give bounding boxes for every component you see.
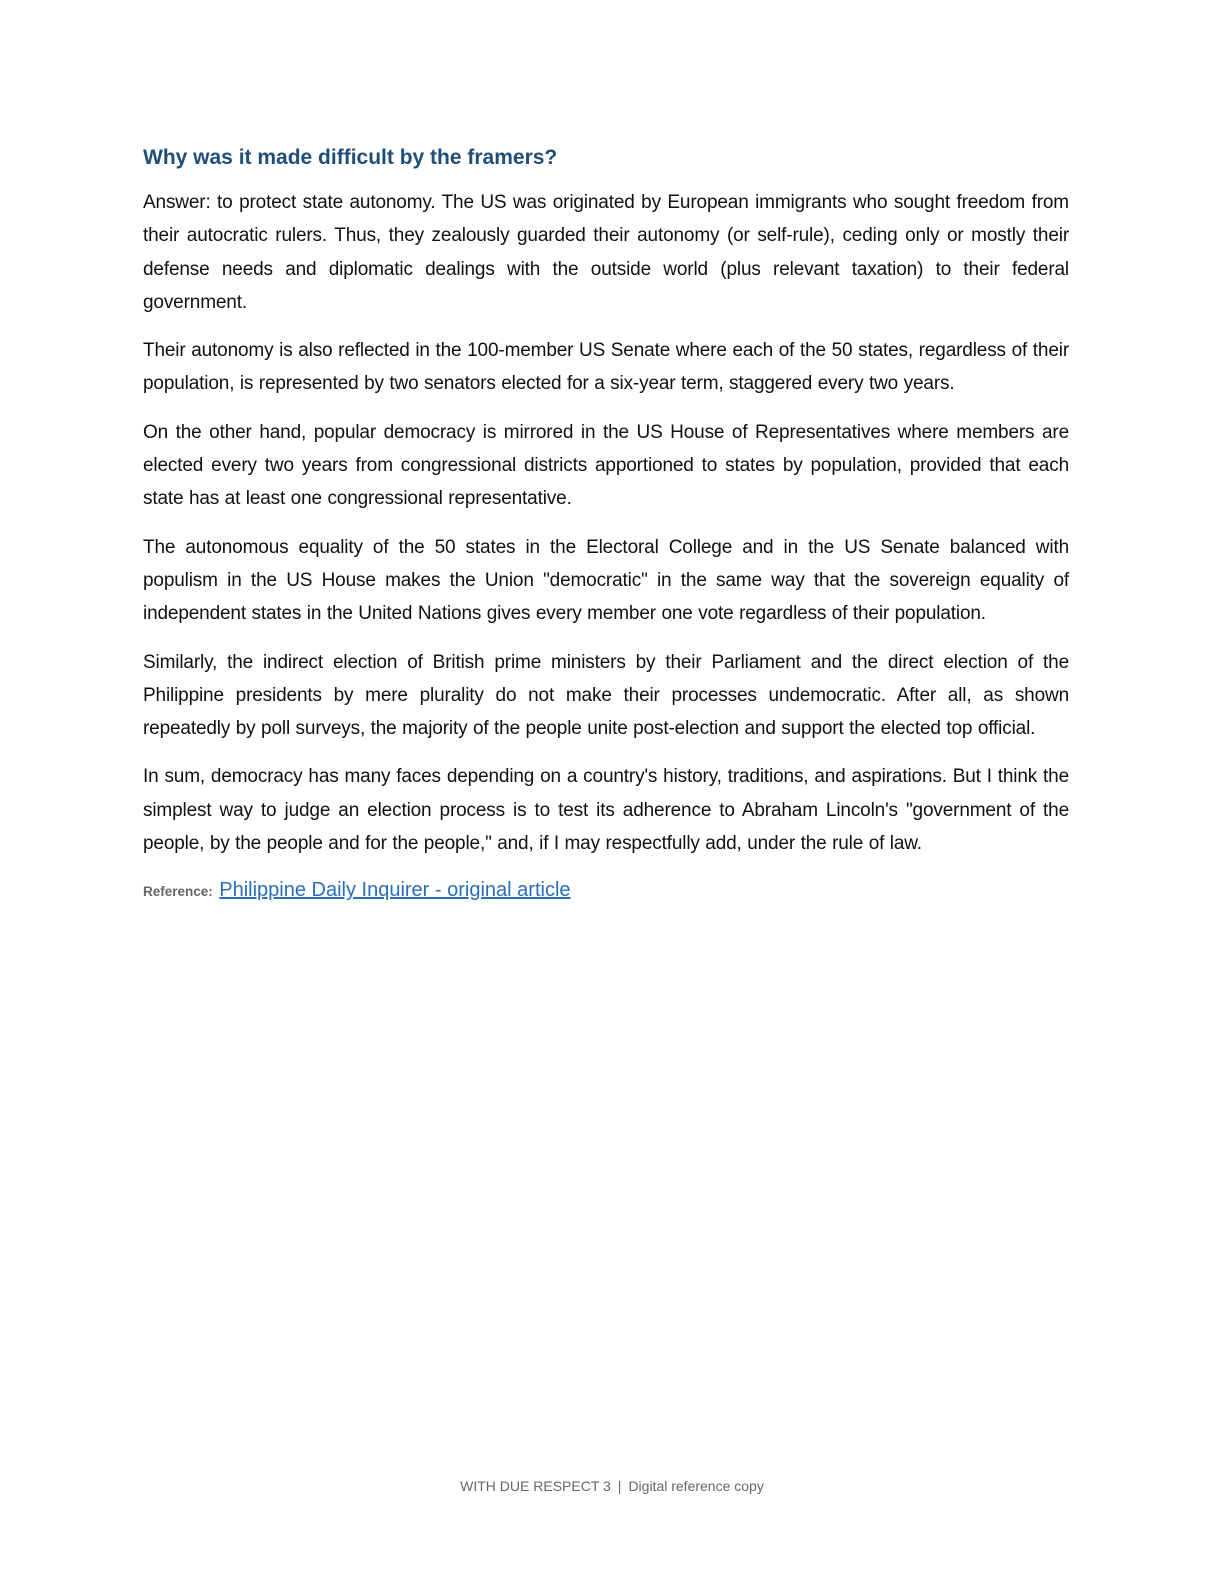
paragraph-3: On the other hand, popular democracy is mirrored in the US House of Representatives where members are elected every two years from congressional districts apportioned to states by population, provided that each state has at least one congressional representative. (143, 421, 1069, 510)
paragraph-6: In sum, democracy has many faces depending on a country's history, traditions, and aspirations. But I think the simplest way to judge an election process is to test its adherence to Abraham Lincoln's "government of the people, by the people and for the people," and, if I may respectfully add, under the rule of law. (143, 766, 1069, 855)
footer-note: Digital reference copy (628, 1478, 764, 1494)
page-content (143, 140, 1069, 907)
footer-separator: | (617, 1478, 622, 1494)
reference-line (143, 875, 1069, 907)
page-footer (0, 1478, 1224, 1494)
paragraph-1: Answer: to protect state autonomy. The US was originated by European immigrants who sought freedom from their autocratic rulers. Thus, they zealously guarded their autonomy (or self-rule), ceding only or mostly their defense needs and diplomatic dealings with the outside world (plus relevant taxation) to their federal government. (143, 192, 1069, 313)
paragraph-5: Similarly, the indirect election of British prime ministers by their Parliament and the direct election of the Philippine presidents by mere plurality do not make their processes undemocratic. After all, as shown repeatedly by poll surveys, the majority of the people unite post-election and support the elected top official. (143, 651, 1069, 740)
reference-link[interactable]: Philippine Daily Inquirer - original article (219, 879, 571, 902)
paragraph-2: Their autonomy is also reflected in the 100-member US Senate where each of the 50 states, regardless of their population, is represented by two senators elected for a six-year term, staggered every two years. (143, 340, 1069, 395)
reference-label: Reference: (143, 884, 213, 900)
section-heading: Why was it made difficult by the framers? (143, 146, 558, 169)
paragraph-4: The autonomous equality of the 50 states in the Electoral College and in the US Senate balanced with populism in the US House makes the Union "democratic" in the same way that the sovereign equality of independent states in the United Nations gives every member one vote regardless of their population. (143, 536, 1069, 625)
footer-title: WITH DUE RESPECT 3 (460, 1478, 611, 1494)
